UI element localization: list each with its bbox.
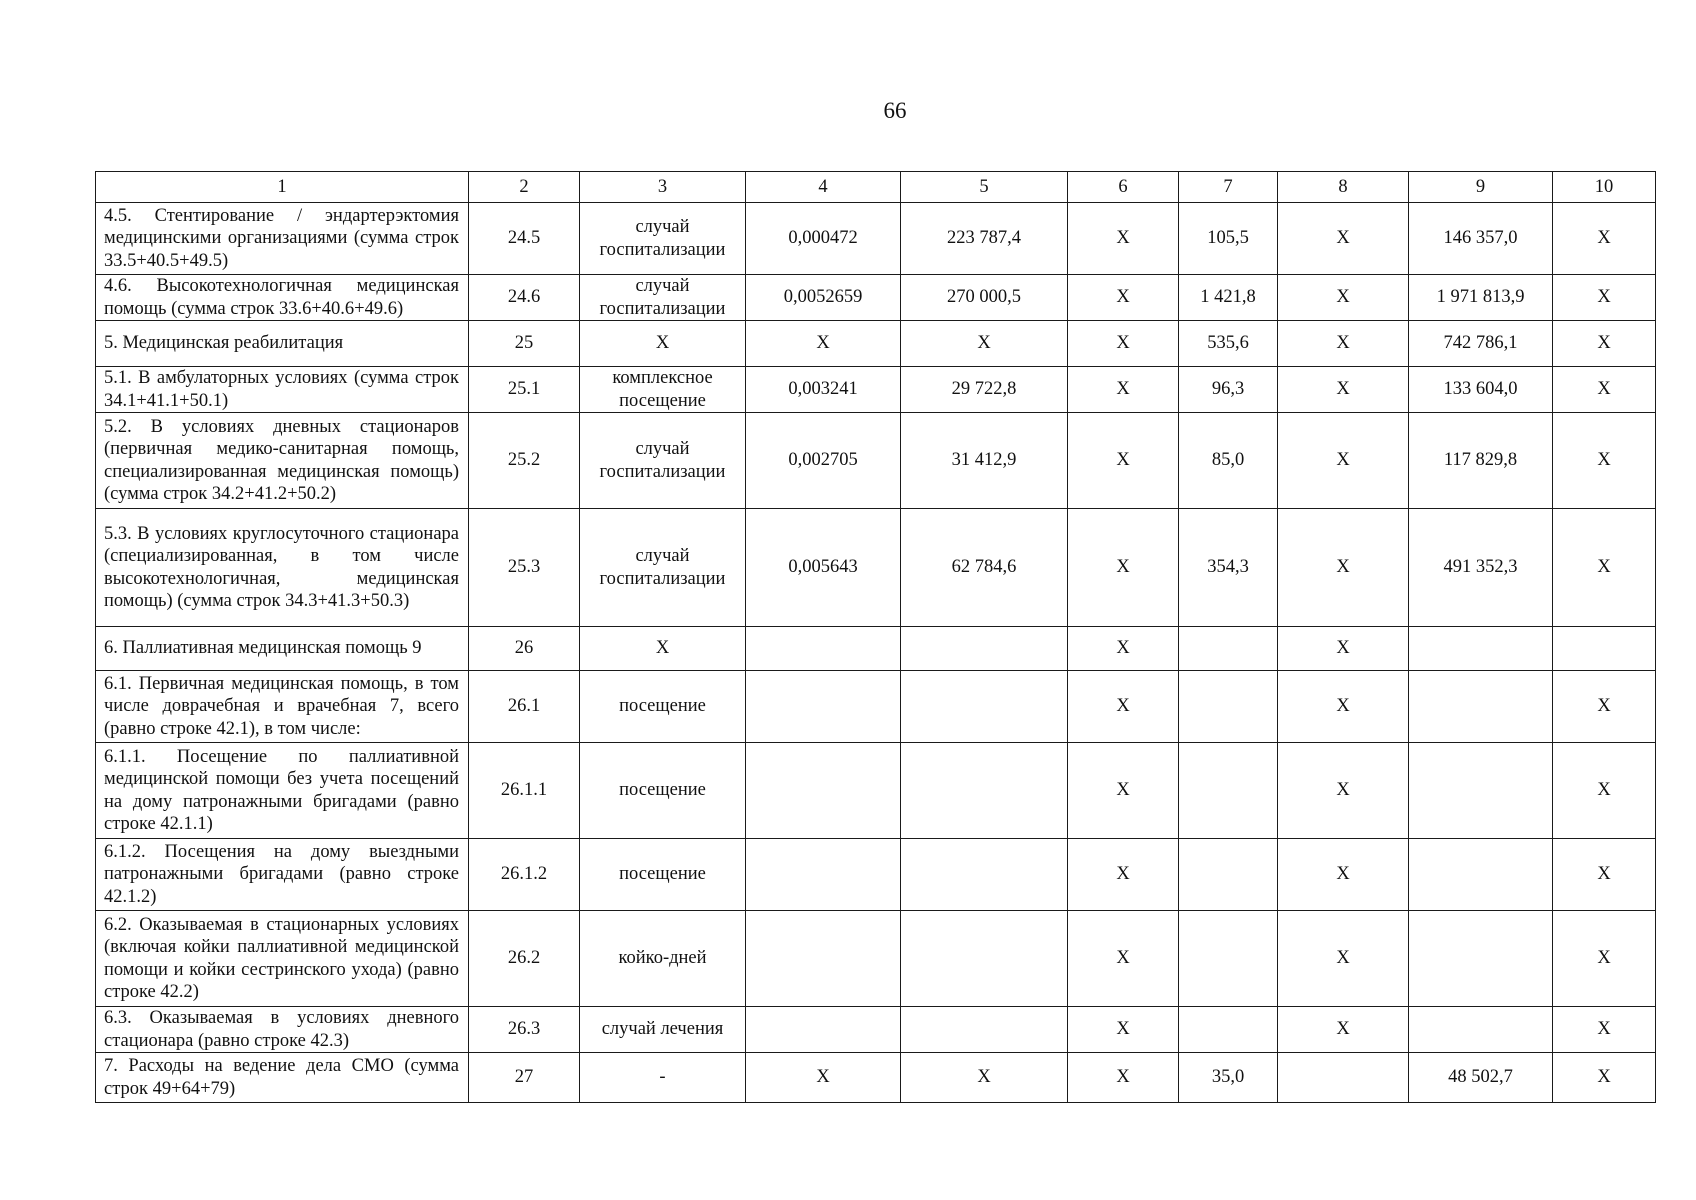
col-8-value: X: [1278, 509, 1409, 627]
col-6-value: X: [1068, 1007, 1179, 1053]
column-header: 10: [1553, 172, 1656, 203]
col-4-value: 0,0052659: [746, 275, 901, 321]
table-row: [96, 911, 1656, 1007]
col-7-value: 535,6: [1179, 321, 1278, 367]
table-row: [96, 413, 1656, 509]
row-description: 4.6. Высокотехнологичная медицинская помощь (сумма строк 33.6+40.6+49.6): [96, 275, 469, 321]
row-description: 5.1. В амбулаторных условиях (сумма строк 34.1+41.1+50.1): [96, 367, 469, 413]
col-10-value: X: [1553, 321, 1656, 367]
col-10-value: X: [1553, 275, 1656, 321]
col-5-value: [901, 1007, 1068, 1053]
col-4-value: [746, 1007, 901, 1053]
col-10-value: X: [1553, 509, 1656, 627]
row-code: 25: [469, 321, 580, 367]
col-10-value: X: [1553, 203, 1656, 275]
col-7-value: 96,3: [1179, 367, 1278, 413]
table-row: [96, 839, 1656, 911]
row-description: 5.3. В условиях круглосуточного стационара (специализированная, в том числе высокотехнологичная, медицинская помощь) (сумма строк 34.3+41.3+50.3): [96, 509, 469, 627]
col-6-value: X: [1068, 367, 1179, 413]
col-5-value: 31 412,9: [901, 413, 1068, 509]
column-header: 5: [901, 172, 1068, 203]
col-6-value: X: [1068, 911, 1179, 1007]
col-4-value: 0,003241: [746, 367, 901, 413]
table-body: [96, 172, 1656, 1103]
unit-of-measure: случай госпитализации: [580, 509, 746, 627]
row-code: 25.3: [469, 509, 580, 627]
column-header-row: [96, 172, 1656, 203]
column-header: 3: [580, 172, 746, 203]
unit-of-measure: случай госпитализации: [580, 203, 746, 275]
col-10-value: X: [1553, 743, 1656, 839]
col-10-value: X: [1553, 413, 1656, 509]
col-5-value: X: [901, 1053, 1068, 1103]
table-row: [96, 509, 1656, 627]
unit-of-measure: X: [580, 627, 746, 671]
col-5-value: [901, 743, 1068, 839]
row-code: 26.1.1: [469, 743, 580, 839]
col-6-value: X: [1068, 1053, 1179, 1103]
unit-of-measure: случай госпитализации: [580, 413, 746, 509]
col-7-value: 35,0: [1179, 1053, 1278, 1103]
unit-of-measure: -: [580, 1053, 746, 1103]
col-8-value: X: [1278, 839, 1409, 911]
row-description: 5. Медицинская реабилитация: [96, 321, 469, 367]
col-7-value: [1179, 1007, 1278, 1053]
col-9-value: [1409, 839, 1553, 911]
col-4-value: [746, 743, 901, 839]
col-6-value: X: [1068, 203, 1179, 275]
column-header: 4: [746, 172, 901, 203]
unit-of-measure: койко-дней: [580, 911, 746, 1007]
table-row: [96, 203, 1656, 275]
row-description: 6.3. Оказываемая в условиях дневного стационара (равно строке 42.3): [96, 1007, 469, 1053]
table-row: [96, 275, 1656, 321]
col-9-value: 491 352,3: [1409, 509, 1553, 627]
column-header: 9: [1409, 172, 1553, 203]
table-row: [96, 627, 1656, 671]
col-7-value: [1179, 743, 1278, 839]
col-4-value: X: [746, 1053, 901, 1103]
col-8-value: X: [1278, 911, 1409, 1007]
column-header: 1: [96, 172, 469, 203]
col-6-value: X: [1068, 275, 1179, 321]
row-code: 26: [469, 627, 580, 671]
col-7-value: [1179, 839, 1278, 911]
col-7-value: [1179, 911, 1278, 1007]
row-description: 7. Расходы на ведение дела СМО (сумма строк 49+64+79): [96, 1053, 469, 1103]
col-5-value: [901, 671, 1068, 743]
column-header: 8: [1278, 172, 1409, 203]
col-6-value: X: [1068, 839, 1179, 911]
row-code: 24.5: [469, 203, 580, 275]
col-7-value: 1 421,8: [1179, 275, 1278, 321]
col-9-value: 117 829,8: [1409, 413, 1553, 509]
col-8-value: X: [1278, 671, 1409, 743]
col-8-value: X: [1278, 1007, 1409, 1053]
col-10-value: X: [1553, 839, 1656, 911]
table-row: [96, 743, 1656, 839]
col-9-value: [1409, 911, 1553, 1007]
col-7-value: 105,5: [1179, 203, 1278, 275]
col-4-value: [746, 911, 901, 1007]
row-description: 6.1.1. Посещение по паллиативной медицинской помощи без учета посещений на дому патронажными бригадами (равно строке 42.1.1): [96, 743, 469, 839]
table-row: [96, 671, 1656, 743]
row-description: 6.1. Первичная медицинская помощь, в том числе доврачебная и врачебная 7, всего (равно строке 42.1), в том числе:: [96, 671, 469, 743]
col-5-value: 29 722,8: [901, 367, 1068, 413]
row-code: 26.1: [469, 671, 580, 743]
col-9-value: 146 357,0: [1409, 203, 1553, 275]
col-5-value: X: [901, 321, 1068, 367]
col-9-value: 1 971 813,9: [1409, 275, 1553, 321]
col-8-value: X: [1278, 367, 1409, 413]
col-4-value: [746, 839, 901, 911]
col-4-value: 0,002705: [746, 413, 901, 509]
col-9-value: [1409, 627, 1553, 671]
col-6-value: X: [1068, 509, 1179, 627]
col-6-value: X: [1068, 321, 1179, 367]
row-code: 25.2: [469, 413, 580, 509]
table-row: [96, 1053, 1656, 1103]
col-6-value: X: [1068, 627, 1179, 671]
unit-of-measure: комплексное посещение: [580, 367, 746, 413]
col-6-value: X: [1068, 671, 1179, 743]
col-7-value: [1179, 627, 1278, 671]
col-5-value: 223 787,4: [901, 203, 1068, 275]
table-row: [96, 1007, 1656, 1053]
unit-of-measure: случай лечения: [580, 1007, 746, 1053]
col-10-value: X: [1553, 671, 1656, 743]
col-10-value: X: [1553, 1007, 1656, 1053]
col-4-value: 0,000472: [746, 203, 901, 275]
column-header: 7: [1179, 172, 1278, 203]
col-10-value: X: [1553, 911, 1656, 1007]
row-description: 6.2. Оказываемая в стационарных условиях (включая койки паллиативной медицинской помощи и койки сестринского ухода) (равно строке 42.2): [96, 911, 469, 1007]
unit-of-measure: X: [580, 321, 746, 367]
page-number: 66: [883, 98, 907, 123]
col-8-value: X: [1278, 413, 1409, 509]
col-5-value: 62 784,6: [901, 509, 1068, 627]
col-4-value: [746, 671, 901, 743]
column-header: 6: [1068, 172, 1179, 203]
row-code: 26.3: [469, 1007, 580, 1053]
col-9-value: [1409, 1007, 1553, 1053]
col-7-value: 354,3: [1179, 509, 1278, 627]
unit-of-measure: посещение: [580, 839, 746, 911]
col-8-value: X: [1278, 321, 1409, 367]
table-row: [96, 321, 1656, 367]
row-code: 27: [469, 1053, 580, 1103]
col-4-value: X: [746, 321, 901, 367]
col-8-value: X: [1278, 627, 1409, 671]
row-description: 4.5. Стентирование / эндартерэктомия медицинскими организациями (сумма строк 33.5+40.5+49.5): [96, 203, 469, 275]
col-10-value: X: [1553, 367, 1656, 413]
col-9-value: [1409, 671, 1553, 743]
col-10-value: X: [1553, 1053, 1656, 1103]
col-9-value: 48 502,7: [1409, 1053, 1553, 1103]
row-code: 24.6: [469, 275, 580, 321]
row-code: 26.2: [469, 911, 580, 1007]
col-5-value: [901, 911, 1068, 1007]
col-6-value: X: [1068, 743, 1179, 839]
col-8-value: [1278, 1053, 1409, 1103]
col-10-value: [1553, 627, 1656, 671]
row-description: 5.2. В условиях дневных стационаров (первичная медико-санитарная помощь, специализированная медицинская помощь) (сумма строк 34.2+41.2+50.2): [96, 413, 469, 509]
col-5-value: 270 000,5: [901, 275, 1068, 321]
col-8-value: X: [1278, 275, 1409, 321]
col-9-value: 133 604,0: [1409, 367, 1553, 413]
data-table: [95, 171, 1656, 1103]
col-4-value: 0,005643: [746, 509, 901, 627]
col-7-value: [1179, 671, 1278, 743]
col-9-value: [1409, 743, 1553, 839]
table-row: [96, 367, 1656, 413]
row-description: 6. Паллиативная медицинская помощь 9: [96, 627, 469, 671]
column-header: 2: [469, 172, 580, 203]
col-7-value: 85,0: [1179, 413, 1278, 509]
col-5-value: [901, 627, 1068, 671]
col-8-value: X: [1278, 743, 1409, 839]
col-5-value: [901, 839, 1068, 911]
col-9-value: 742 786,1: [1409, 321, 1553, 367]
row-code: 26.1.2: [469, 839, 580, 911]
unit-of-measure: случай госпитализации: [580, 275, 746, 321]
col-8-value: X: [1278, 203, 1409, 275]
col-4-value: [746, 627, 901, 671]
col-6-value: X: [1068, 413, 1179, 509]
unit-of-measure: посещение: [580, 743, 746, 839]
row-code: 25.1: [469, 367, 580, 413]
unit-of-measure: посещение: [580, 671, 746, 743]
row-description: 6.1.2. Посещения на дому выездными патронажными бригадами (равно строке 42.1.2): [96, 839, 469, 911]
